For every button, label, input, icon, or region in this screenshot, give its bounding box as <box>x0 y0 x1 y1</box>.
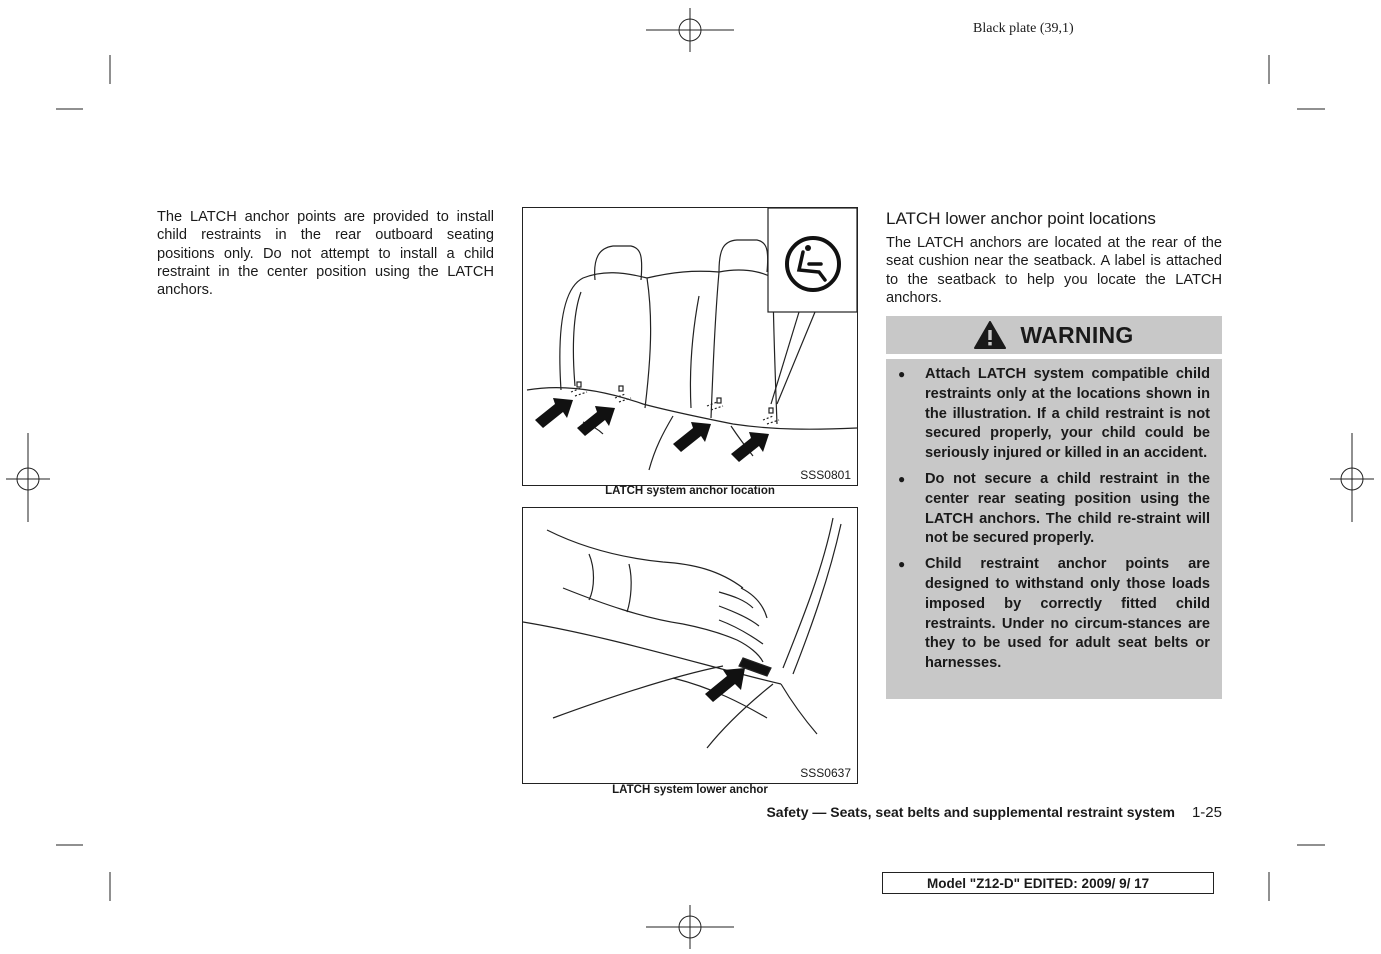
rear-seat-illustration <box>523 208 857 485</box>
warning-item: ● Attach LATCH system compatible child restraints only at the locations shown in the illustration. If a child restraint is not secured properly, your child could be seriously injured or killed in an accident. <box>898 366 1210 462</box>
intro-paragraph: The LATCH anchor points are provided to install child restraints in the rear outboard seating positions only. Do not attempt to install a child restraint in the center position using the LATCH anchors. <box>157 209 494 299</box>
warning-list <box>886 359 1222 674</box>
bullet-icon: ● <box>898 557 906 572</box>
figure-lower-anchor <box>522 507 858 784</box>
figure-code: SSS0637 <box>800 766 851 780</box>
hand-locating-anchor-illustration <box>523 508 857 783</box>
warning-triangle-icon <box>974 321 1006 349</box>
page-number: 1-25 <box>1191 804 1222 821</box>
warning-box <box>886 359 1222 699</box>
figure-caption: LATCH system lower anchor <box>612 784 768 796</box>
footer-section-title: Safety — Seats, seat belts and supplemental restraint system <box>766 804 1175 820</box>
section-title: LATCH lower anchor point locations <box>886 209 1156 228</box>
section-paragraph: The LATCH anchors are located at the rear of the seat cushion near the seatback. A label is attached to the seatback to help you locate the LATCH anchors. <box>886 235 1222 306</box>
plate-label: Black plate (39,1) <box>973 21 1074 36</box>
warning-header <box>886 316 1222 354</box>
bullet-icon: ● <box>898 367 906 381</box>
figure-caption: LATCH system anchor location <box>605 485 775 497</box>
warning-title: WARNING <box>1020 322 1134 348</box>
page-footer <box>766 804 1222 821</box>
model-edited-box: Model "Z12-D" EDITED: 2009/ 9/ 17 <box>882 872 1214 894</box>
warning-item: ● Child restraint anchor points are designed to withstand only those loads imposed by correctly fitted child restraints. Under no circum-stances are they to be used for adult seat belts or harnesses. <box>898 556 1210 672</box>
warning-item: ● Do not secure a child restraint in the center rear seating position using the LATCH anchors. The child re-straint will not be secured properly. <box>898 470 1210 547</box>
bullet-icon: ● <box>898 471 906 486</box>
figure-code: SSS0801 <box>800 468 851 482</box>
figure-anchor-location <box>522 207 858 486</box>
